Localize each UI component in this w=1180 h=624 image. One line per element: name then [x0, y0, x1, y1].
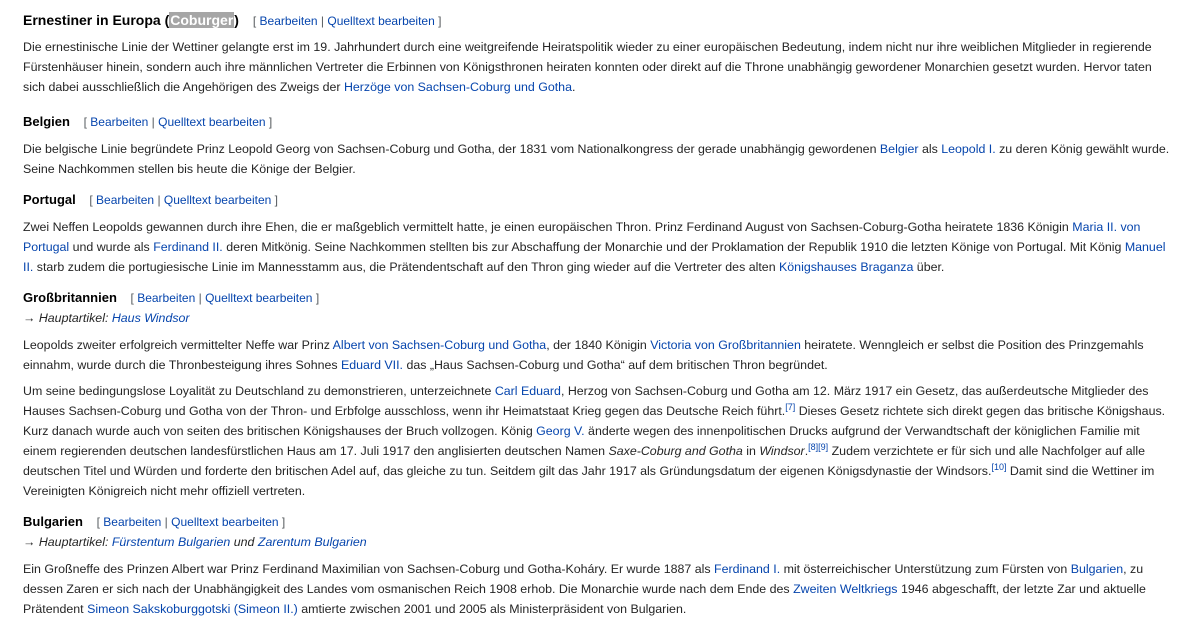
edit-link[interactable]: Bearbeiten	[137, 291, 196, 305]
link-eduard-vii[interactable]: Eduard VII.	[341, 358, 403, 372]
link-ferdinand-i[interactable]: Ferdinand I.	[714, 562, 781, 576]
section-bulgarien	[23, 512, 1173, 619]
heading-belgien: Belgien [ Bearbeiten | Quelltext bearbeiten ]	[23, 114, 273, 129]
hatnote-haus-windsor: → Hauptartikel: Haus Windsor	[23, 311, 190, 325]
heading-europa: Ernestiner in Europa (Coburger) [ Bearbeiten | Quelltext bearbeiten ]	[23, 12, 442, 28]
section-europa	[23, 9, 1173, 97]
edit-links: [ Bearbeiten | Quelltext bearbeiten ]	[89, 193, 278, 207]
link-victoria[interactable]: Victoria von Großbritannien	[650, 338, 801, 352]
edit-link[interactable]: Bearbeiten	[96, 193, 155, 207]
edit-link[interactable]: Bearbeiten	[259, 14, 318, 28]
heading-bulgarien: Bulgarien [ Bearbeiten | Quelltext bearbeiten ]	[23, 514, 286, 529]
paragraph-europa: Die ernestinische Linie der Wettiner gelangte erst im 19. Jahrhundert durch eine weitgreifende Heiratspolitik wieder zu einer europäischen Bedeutung, indem nicht nur ihre weiblichen Mitglieder in regierende Fürstenhäuser hinein, sondern auch ihre männlichen Vertreter die Erbinnen von Königsthronen heiraten konnten oder direkt auf die Throne unabhängig gewordener Monarchien gesetzt wurden. Hervor taten sich dabei ausschließlich die Angehörigen des Zweigs der Herzöge von Sachsen-Coburg und Gotha.	[23, 40, 1152, 94]
link-herzoege[interactable]: Herzöge von Sachsen-Coburg und Gotha	[343, 80, 572, 94]
edit-source-link[interactable]: Quelltext bearbeiten	[205, 291, 313, 305]
paragraph-belgien: Die belgische Linie begründete Prinz Leopold Georg von Sachsen-Coburg und Gotha, der 1831 vom Nationalkongress der gerade unabhängig gewordenen Belgier als Leopold I. zu deren König gewählt wurde. Seine Nachkommen stellen bis heute die Könige der Belgier.	[23, 142, 1170, 176]
link-simeon-ii[interactable]: Simeon Sakskoburggotski (Simeon II.)	[87, 602, 298, 616]
link-braganza[interactable]: Königshauses Braganza	[779, 260, 914, 274]
edit-links: [ Bearbeiten | Quelltext bearbeiten ]	[83, 115, 273, 129]
paragraph-bulgarien: Ein Großneffe des Prinzen Albert war Prinz Ferdinand Maximilian von Sachsen-Coburg und Gotha-Koháry. Er wurde 1887 als Ferdinand I. mit österreichischer Unterstützung zum Fürsten von Bulgarien, zu dessen Zaren er sich nach der Unabhängigkeit des Landes vom osmanischen Reich 1908 erhob. Die Monarchie wurde nach dem Ende des Zweiten Weltkriegs 1946 abgeschafft, der letzte Zar und aktuelle Prätendent Simeon Sakskoburggotski (Simeon II.) amtierte zwischen 2001 und 2005 als Ministerpräsident von Bulgarien.	[23, 562, 1146, 616]
link-albert[interactable]: Albert von Sachsen-Coburg und Gotha	[332, 338, 547, 352]
edit-link[interactable]: Bearbeiten	[103, 515, 162, 529]
hatnote-bulgarien: → Hauptartikel: Fürstentum Bulgarien und Zarentum Bulgarien	[23, 535, 367, 549]
section-portugal	[23, 190, 1173, 277]
link-maria-ii[interactable]: Maria II. von Portugal	[23, 220, 1141, 254]
paragraph-portugal: Zwei Neffen Leopolds gewannen durch ihre Ehen, die er maßgeblich vermittelt hatte, je einen europäischen Thron. Prinz Ferdinand August von Sachsen-Coburg-Gotha heiratete 1836 Königin Maria II. von Portugal und wurde als Ferdinand II. deren Mitkönig. Seine Nachkommen stellten bis zur Abschaffung der Monarchie und der Proklamation der Republik 1910 die letzten Könige von Portugal. Mit König Manuel II. starb zudem die portugiesische Linie im Mannesstamm aus, die Prätendentschaft auf den Thron ging wieder auf die Vertreter des alten Königshauses Braganza über.	[23, 220, 1166, 274]
heading-grossbritannien: Großbritannien [ Bearbeiten | Quelltext bearbeiten ]	[23, 290, 320, 305]
edit-source-link[interactable]: Quelltext bearbeiten	[158, 115, 266, 129]
link-haus-windsor[interactable]: Haus Windsor	[111, 311, 190, 325]
heading-portugal: Portugal [ Bearbeiten | Quelltext bearbeiten ]	[23, 192, 278, 207]
ref-9[interactable]: [9]	[818, 441, 829, 452]
edit-source-link[interactable]: Quelltext bearbeiten	[163, 193, 272, 207]
edit-links: [ Bearbeiten | Quelltext bearbeiten ]	[252, 14, 442, 28]
paragraph-gb-1: Leopolds zweiter erfolgreich vermittelter Neffe war Prinz Albert von Sachsen-Coburg und Gotha, der 1840 Königin Victoria von Großbritannien heiratete. Wenngleich er selbst die Position des Prinzgemahls einnahm, wurde durch die Thronbesteigung ihres Sohnes Eduard VII. das „Haus Sachsen-Coburg und Gotha“ auf dem britischen Thron begründet.	[23, 338, 1144, 372]
link-leopold-i[interactable]: Leopold I.	[941, 142, 996, 156]
link-georg-v[interactable]: Georg V.	[536, 424, 585, 438]
ref-8[interactable]: [8]	[808, 441, 819, 452]
link-carl-eduard[interactable]: Carl Eduard	[494, 384, 561, 398]
link-ferdinand-ii[interactable]: Ferdinand II.	[153, 240, 223, 254]
edit-link[interactable]: Bearbeiten	[90, 115, 149, 129]
edit-source-link[interactable]: Quelltext bearbeiten	[171, 515, 279, 529]
heading-europa-text: Ernestiner in Europa	[23, 12, 161, 28]
edit-links: [ Bearbeiten | Quelltext bearbeiten ]	[96, 515, 286, 529]
section-belgien	[23, 112, 1173, 179]
edit-source-link[interactable]: Quelltext bearbeiten	[327, 14, 435, 28]
link-belgier[interactable]: Belgier	[879, 142, 919, 156]
link-fuerstentum-bulgarien[interactable]: Fürstentum Bulgarien	[111, 535, 231, 549]
edit-links: [ Bearbeiten | Quelltext bearbeiten ]	[130, 291, 320, 305]
ref-7[interactable]: [7]	[785, 401, 796, 412]
ref-10[interactable]: [10]	[991, 461, 1007, 472]
highlighted-word: Coburger	[170, 12, 234, 28]
link-zweiter-weltkrieg[interactable]: Zweiten Weltkriegs	[793, 582, 898, 596]
link-bulgarien[interactable]: Bulgarien	[1070, 562, 1124, 576]
paragraph-gb-2: Um seine bedingungslose Loyalität zu Deutschland zu demonstrieren, unterzeichnete Carl Eduard, Herzog von Sachsen-Coburg und Gotha am 12. März 1917 ein Gesetz, das außerdeutsche Mitglieder des Hauses Sachsen-Coburg und Gotha von der Thron- und Erbfolge ausschloss, wenn ihr Heimatstaat Krieg gegen das Deutsche Reich führt.[7] Dieses Gesetz richtete sich direkt gegen das britische Königshaus. Kurz danach wurde auch von seiten des britischen Königshauses der Bruch vollzogen. König Georg V. änderte wegen des innenpolitischen Drucks aufgrund der Verwandtschaft der königlichen Familie mit einem regierenden deutschen landesfürstlichen Haus am 17. Juli 1917 den anglisierten deutschen Namen Saxe-Coburg and Gotha in Windsor.[8][9] Zudem verzichtete er für sich und alle Nachfolger auf alle deutschen Titel und Würden und forderte den britischen Adel auf, das gleiche zu tun. Seitdem gilt das Jahr 1917 als Gründungsdatum der eigenen Königsdynastie der Windsors.[10] Damit sind die Wettiner im Vereinigten Königreich nicht mehr offiziell vertreten.	[23, 384, 1166, 498]
link-manuel-ii[interactable]: Manuel II.	[23, 240, 1166, 274]
link-zarentum-bulgarien[interactable]: Zarentum Bulgarien	[257, 535, 367, 549]
section-grossbritannien	[23, 288, 1173, 501]
